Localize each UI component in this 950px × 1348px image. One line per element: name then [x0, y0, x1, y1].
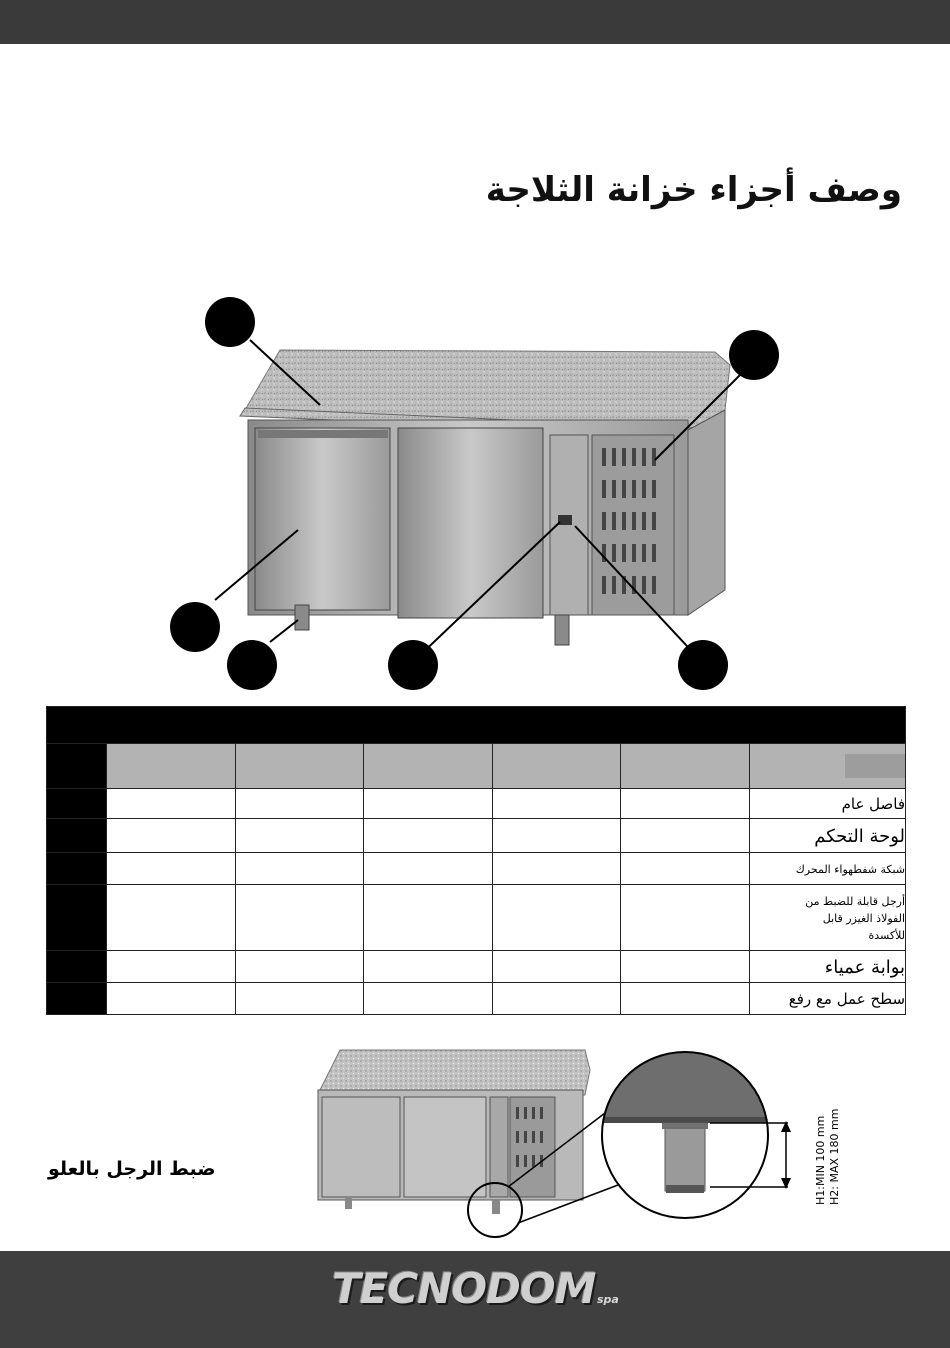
- control-panel: [558, 515, 572, 525]
- callout-marker-5: [388, 640, 438, 690]
- mini-leg-right: [492, 1200, 500, 1214]
- row-label: فاصل عام: [750, 789, 906, 819]
- table-row: [47, 789, 906, 819]
- row-label-multiline: [750, 885, 906, 951]
- h2-label: H2: MAX 180 mm: [828, 1108, 841, 1205]
- header-mark: [845, 754, 905, 778]
- h1-label: H1:MIN 100 mm: [814, 1115, 827, 1205]
- cabinet-side: [688, 410, 725, 615]
- parts-table: [46, 706, 906, 1015]
- leg-adjust-caption: ضبط الرجل بالعلو: [48, 1158, 216, 1180]
- mini-door-left: [322, 1097, 400, 1197]
- page-title: وصف أجزاء خزانة الثلاجة: [485, 170, 902, 210]
- table-row: [47, 951, 906, 983]
- door-left: [255, 428, 390, 610]
- callout-marker-6: [678, 640, 728, 690]
- callout-marker-4: [227, 640, 277, 690]
- mini-backsplash: [320, 1050, 590, 1095]
- top-bar: [0, 0, 950, 44]
- leg-adjust-diagram: [300, 1035, 860, 1245]
- door-right: [398, 428, 543, 618]
- mini-door-right: [404, 1097, 486, 1197]
- table-header-row: [47, 707, 906, 744]
- zoom-cabinet-bottom: [600, 1050, 770, 1122]
- callout-marker-3: [170, 602, 220, 652]
- callout-marker-1: [205, 297, 255, 347]
- brand-logo: TECNODOM: [332, 1264, 596, 1313]
- row-label-line: أرجل قابلة للضبط من: [805, 895, 906, 908]
- callout-marker-2: [729, 330, 779, 380]
- row-label-line: للأكسدة: [868, 929, 906, 942]
- brand-logo-suffix: spa: [597, 1293, 619, 1306]
- table-row: [47, 853, 906, 885]
- table-row: [47, 885, 906, 951]
- row-label: لوحة التحكم: [750, 819, 906, 853]
- table-row: [47, 819, 906, 853]
- leg-left: [295, 605, 309, 630]
- row-label: شبكة شفطهواء المحرك: [750, 853, 906, 885]
- zoom-leg: [665, 1123, 705, 1191]
- row-label: بوابة عمياء: [750, 951, 906, 983]
- row-label: سطح عمل مع رفع: [750, 983, 906, 1015]
- mini-leg-left: [345, 1197, 352, 1209]
- refrigerator-diagram: [150, 290, 800, 690]
- row-label-line: الفولاذ الغيزر قابل: [822, 912, 906, 925]
- table-subheader-row: [47, 744, 906, 789]
- leg-right: [555, 615, 569, 645]
- table-row: [47, 983, 906, 1015]
- mini-control: [490, 1097, 508, 1197]
